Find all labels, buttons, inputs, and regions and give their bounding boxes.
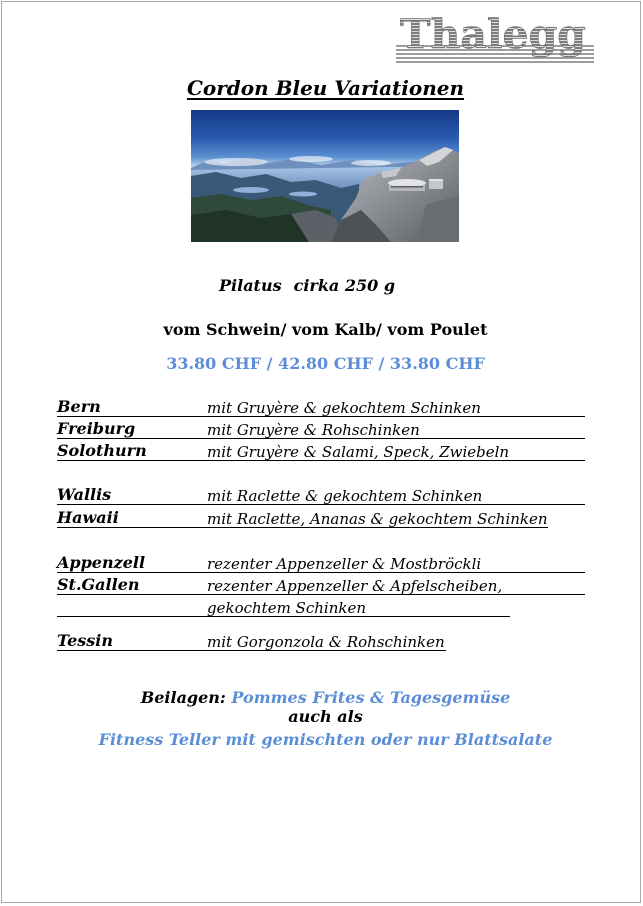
variation-description: rezenter Appenzeller & Mostbröckli <box>207 555 482 573</box>
variation-description: mit Gruyère & Rohschinken <box>207 421 420 439</box>
page-title: Cordon Bleu Variationen <box>186 76 465 100</box>
meat-options: vom Schwein/ vom Kalb/ vom Poulet <box>163 320 488 339</box>
sides-label: Beilagen: <box>140 688 226 707</box>
menu-row-tessin <box>57 632 446 651</box>
menu-row-bern <box>57 398 585 417</box>
variation-description-continued: gekochtem Schinken <box>207 599 366 617</box>
hotel-building <box>388 179 426 191</box>
menu-row-wallis <box>57 486 585 505</box>
thalegg-logo <box>396 14 594 64</box>
variation-name: St.Gallen <box>57 575 140 594</box>
portion-weight: cirka 250 g <box>293 276 396 295</box>
sides-line <box>0 688 643 708</box>
portion-name: Pilatus <box>219 276 282 295</box>
variation-description: mit Gruyère & gekochtem Schinken <box>207 399 481 417</box>
variation-name: Hawaii <box>57 508 119 527</box>
variation-name: Solothurn <box>57 441 147 460</box>
menu-row-hawaii <box>57 509 548 528</box>
side-building <box>429 179 443 189</box>
variation-description: mit Gorgonzola & Rohschinken <box>207 633 445 651</box>
menu-row-solothurn <box>57 442 585 461</box>
menu-row-freiburg <box>57 420 585 439</box>
variation-description: mit Raclette & gekochtem Schinken <box>207 487 483 505</box>
logo-wordmark: Thalegg <box>400 14 587 58</box>
prices: 33.80 CHF / 42.80 CHF / 33.80 CHF <box>166 354 485 373</box>
variation-description: mit Raclette, Ananas & gekochtem Schinken <box>207 510 548 528</box>
menu-row-st-gallen-continued <box>57 598 510 617</box>
portion-line <box>219 276 395 296</box>
menu-row-appenzell <box>57 554 585 573</box>
variation-description: rezenter Appenzeller & Apfelscheiben, <box>207 577 503 595</box>
variation-name: Appenzell <box>57 553 146 572</box>
sides-alternative: Fitness Teller mit gemischten oder nur Blattsalate <box>98 730 553 749</box>
variation-name: Freiburg <box>57 419 136 438</box>
variation-name: Wallis <box>57 485 112 504</box>
variation-description: mit Gruyère & Salami, Speck, Zwiebeln <box>207 443 510 461</box>
sides-value: Pommes Frites & Tagesgemüse <box>231 688 511 707</box>
variation-name: Tessin <box>57 631 113 650</box>
menu-row-st-gallen <box>57 576 585 595</box>
variation-name: Bern <box>57 397 101 416</box>
mountain-photo <box>191 110 459 242</box>
sides-connector: auch als <box>288 707 363 726</box>
